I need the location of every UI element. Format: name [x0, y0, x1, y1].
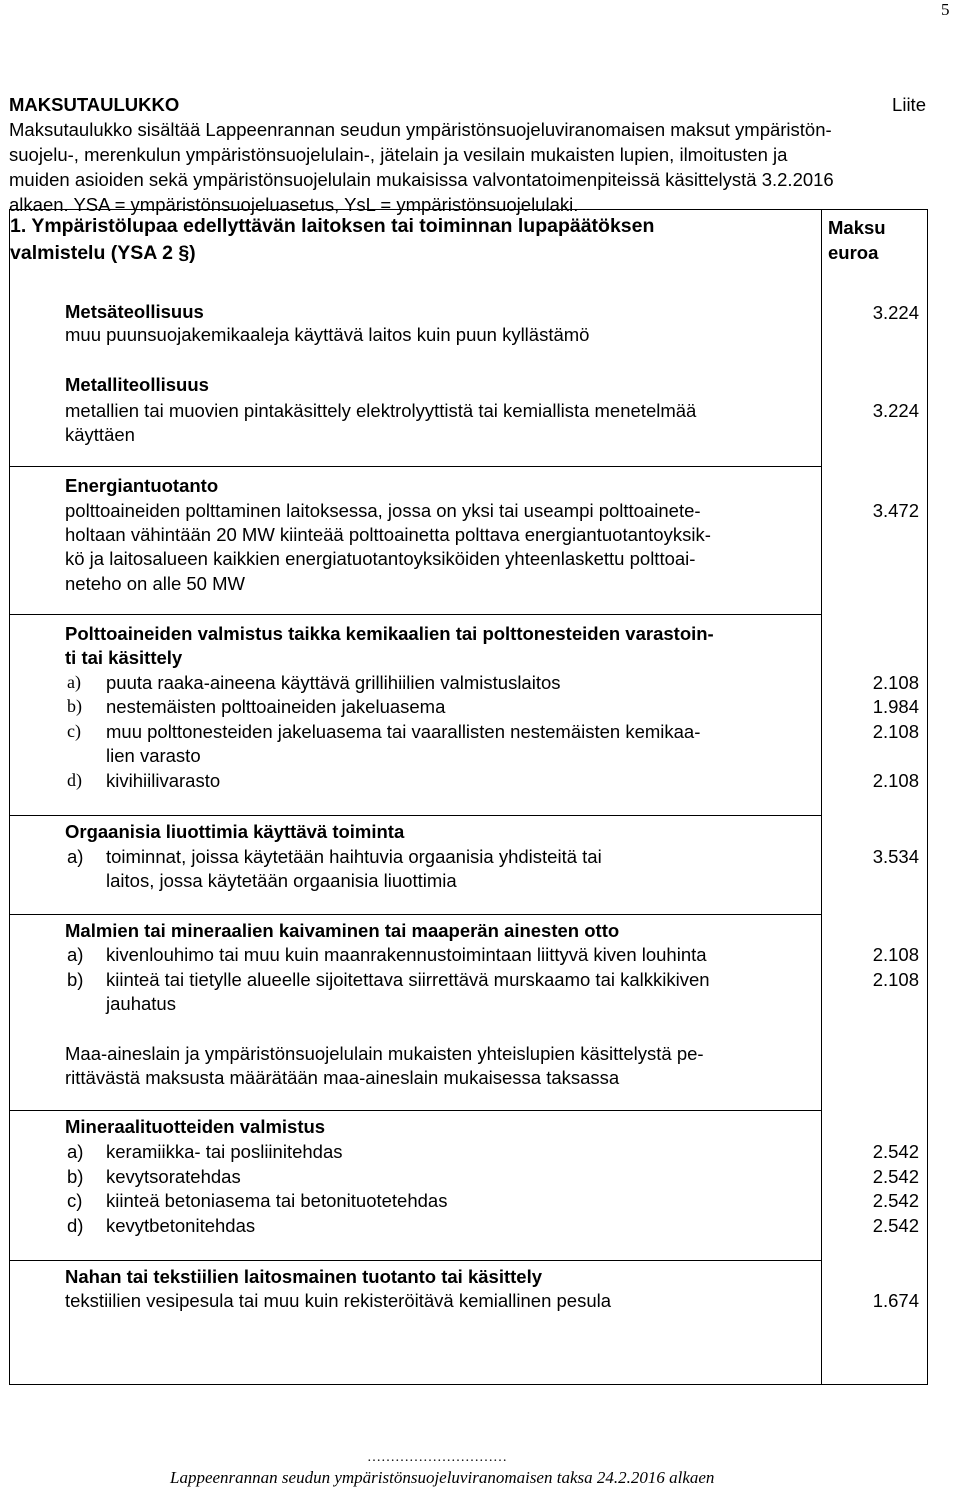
table-heading: 1. Ympäristölupaa edellyttävän laitoksen tai toiminnan lupapäätöksen	[10, 215, 655, 237]
row-separator	[10, 815, 821, 816]
item-label: b)	[67, 696, 82, 716]
intro-line: suojelu-, merenkulun ympäristönsuojelulain-, jätelain ja vesilain mukaisten lupien, ilmoitusten ja	[9, 144, 788, 165]
fee-value: 2.108	[872, 672, 919, 693]
row-separator	[10, 614, 821, 615]
fee-value: 2.542	[872, 1141, 919, 1162]
row-separator	[10, 466, 821, 467]
section-title: ti tai käsittely	[65, 647, 183, 668]
item-label: b)	[67, 1166, 84, 1187]
footer-text: Lappeenrannan seudun ympäristönsuojeluviranomaisen taksa 24.2.2016 alkaen	[170, 1468, 715, 1487]
intro-line: Maksutaulukko sisältää Lappeenrannan seudun ympäristönsuojeluviranomaisen maksut ympäristön-	[9, 119, 832, 140]
section-title: Mineraalituotteiden valmistus	[65, 1116, 326, 1137]
item-text: laitos, jossa käytetään orgaanisia liuottimia	[106, 870, 457, 891]
item-text: metallien tai muovien pintakäsittely elektrolyyttistä tai kemiallista menetelmää	[65, 400, 697, 421]
section-title: Nahan tai tekstiilien laitosmainen tuotanto tai käsittely	[65, 1266, 542, 1287]
fee-value: 1.984	[872, 696, 919, 717]
item-label: c)	[67, 721, 81, 741]
section-note: rittävästä maksusta määrätään maa-aineslain mukaisessa taksassa	[65, 1067, 620, 1088]
attachment-label: Liite	[892, 94, 926, 115]
item-text: kevytbetonitehdas	[106, 1215, 256, 1236]
column-divider	[821, 210, 822, 1384]
fee-value: 2.542	[872, 1215, 919, 1236]
item-label: a)	[67, 672, 81, 692]
section-title: Polttoaineiden valmistus taikka kemikaalien tai polttonesteiden varastoin-	[65, 623, 714, 644]
item-text: lien varasto	[106, 745, 201, 766]
fee-column-header: euroa	[828, 242, 879, 263]
item-label: a)	[67, 846, 84, 867]
item-text: käyttäen	[65, 424, 135, 445]
item-text: kiinteä tai tietylle alueelle sijoitettava siirrettävä murskaamo tai kalkkikiven	[106, 969, 710, 990]
fee-value: 3.534	[872, 846, 919, 867]
item-text: jauhatus	[106, 993, 176, 1014]
section-note: Maa-aineslain ja ympäristönsuojelulain mukaisten yhteislupien käsittelystä pe-	[65, 1043, 704, 1064]
row-separator	[10, 1260, 821, 1261]
fee-value: 2.108	[872, 944, 919, 965]
item-label: c)	[67, 1190, 83, 1211]
section-title: Orgaanisia liuottimia käyttävä toiminta	[65, 821, 405, 842]
item-label: d)	[67, 1215, 84, 1236]
fee-value: 2.108	[872, 770, 919, 791]
item-text: nestemäisten polttoaineiden jakeluasema	[106, 696, 446, 717]
item-text: muu puunsuojakemikaaleja käyttävä laitos kuin puun kyllästämö	[65, 324, 590, 345]
section-title: Energiantuotanto	[65, 475, 219, 496]
fee-value: 2.542	[872, 1166, 919, 1187]
page-number: 5	[941, 0, 950, 19]
fee-value: 1.674	[872, 1290, 919, 1311]
item-text: toiminnat, joissa käytetään haihtuvia orgaanisia yhdisteitä tai	[106, 846, 602, 867]
section-title: Metsäteollisuus	[65, 301, 204, 322]
fee-value: 2.108	[872, 969, 919, 990]
item-text: keramiikka- tai posliinitehdas	[106, 1141, 343, 1162]
item-text: kevytsoratehdas	[106, 1166, 241, 1187]
fee-value: 3.472	[872, 500, 919, 521]
footer-dots: …………………………	[367, 1450, 507, 1465]
fee-column-header: Maksu	[828, 217, 886, 238]
item-label: a)	[67, 944, 84, 965]
item-text: kivenlouhimo tai muu kuin maanrakennustoimintaan liittyvä kiven louhinta	[106, 944, 707, 965]
table-heading: valmistelu (YSA 2 §)	[10, 242, 196, 264]
fee-value: 3.224	[872, 302, 919, 323]
fee-table	[9, 209, 928, 1385]
item-text: kiinteä betoniasema tai betonituotetehdas	[106, 1190, 448, 1211]
section-title: Malmien tai mineraalien kaivaminen tai maaperän ainesten otto	[65, 920, 620, 941]
item-label: b)	[67, 969, 84, 990]
fee-value: 2.542	[872, 1190, 919, 1211]
item-text: holtaan vähintään 20 MW kiinteää polttoainetta polttava energiantuotantoyksik-	[65, 524, 711, 545]
item-text: puuta raaka-aineena käyttävä grillihiilien valmistuslaitos	[106, 672, 561, 693]
item-text: kö ja laitosalueen kaikkien energiatuotantoyksiköiden yhteenlaskettu polttoai-	[65, 548, 696, 569]
fee-value: 3.224	[872, 400, 919, 421]
item-text: kivihiilivarasto	[106, 770, 221, 791]
fee-value: 2.108	[872, 721, 919, 742]
item-text: neteho on alle 50 MW	[65, 573, 245, 594]
document-title: MAKSUTAULUKKO	[9, 94, 180, 115]
section-title: Metalliteollisuus	[65, 374, 209, 395]
item-text: polttoaineiden polttaminen laitoksessa, jossa on yksi tai useampi polttoainete-	[65, 500, 701, 521]
item-text: tekstiilien vesipesula tai muu kuin rekisteröitävä kemiallinen pesula	[65, 1290, 612, 1311]
item-text: muu polttonesteiden jakeluasema tai vaarallisten nestemäisten kemikaa-	[106, 721, 701, 742]
row-separator	[10, 914, 821, 915]
intro-line: alkaen. YSA = ympäristönsuojeluasetus, YsL = ympäristönsuojelulaki.	[9, 194, 579, 215]
item-label: a)	[67, 1141, 84, 1162]
intro-line: muiden asioiden sekä ympäristönsuojelulain mukaisissa valvontatoimenpiteissä käsittelystä 3.2.2016	[9, 169, 834, 190]
row-separator	[10, 1110, 821, 1111]
item-label: d)	[67, 770, 82, 790]
